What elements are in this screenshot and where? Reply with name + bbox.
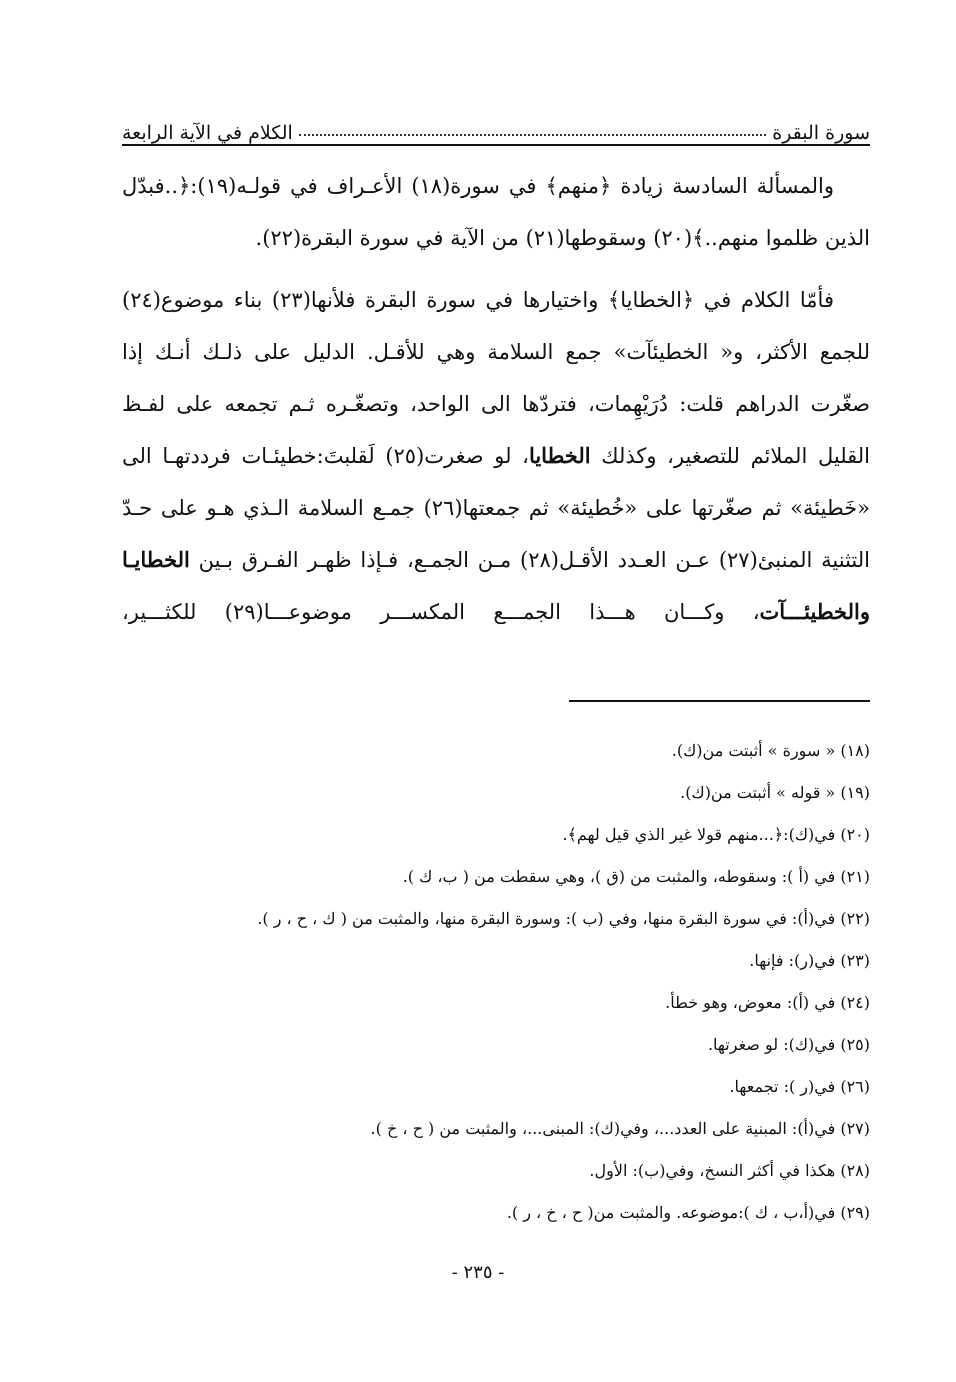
header-section-title: الكلام في الآية الرابعة bbox=[122, 122, 293, 144]
paragraph-2-part-1: فأمّا الكلام في ﴿الخطايا﴾ واختيارها في سورة البقرة فلأنها(٢٣) بناء موضوع(٢٤) للجمع الأكثر، و« الخطيئآت» جمع السلامة وهي للأقـل. الدليل على ذلـك أنـك إذا صغّرت الدراهم قلت: دُرَيْهِمات، فتردّها الى الواحد، وتصغّـره ثـم تجمعه على لفـظ القليل الملائم للتصغير، وكذلك bbox=[122, 288, 870, 468]
paragraph-2 bbox=[122, 274, 870, 638]
footnote-18: (١٨) « سورة » أثبتت من(ك). bbox=[671, 741, 870, 760]
footnote-19: (١٩) « قوله » أثبتت من(ك). bbox=[680, 783, 870, 802]
header-surah-title: سورة البقرة bbox=[772, 122, 870, 144]
footnote-21: (٢١) في (أ ): وسقوطه، والمثبت من (ق )، وهي سقطت من ( ب، ك ). bbox=[402, 867, 870, 886]
paragraph-2-part-3: ، وكـــان هـــذا الجمـــع المكســـر موضوعـــا(٢٩) للكثـــير، bbox=[122, 600, 760, 624]
main-text bbox=[122, 160, 870, 648]
footnote-22: (٢٢) في(أ): في سورة البقرة منها، وفي (ب ): وسورة البقرة منها، والمثبت من ( ك ، ح ، ر ). bbox=[257, 909, 870, 928]
footnote-29: (٢٩) في(أ،ب ، ك ):موضوعه. والمثبت من( ح ، خ ، ر ). bbox=[506, 1203, 870, 1222]
running-header bbox=[122, 110, 870, 146]
footnote-separator bbox=[569, 700, 870, 702]
paragraph-2-part-2: ، لو صغرت(٢٥) لَقلبتَ:خطيئـات فرددتهـا الى «خَطيئة» ثم صغّرتها على «خُطيئة» ثم جمعتها(٢٦) جمـع السلامة الـذي هـو على حـدّ التثنية المنبئ(٢٧) عـن العـدد الأقـل(٢٨) مـن الجمـع، فـإذا ظهـر الفـرق بـين bbox=[122, 444, 871, 572]
footnote-20: (٢٠) في(ك):﴿...منهم قولا غير الذي قيل لهم﴾. bbox=[562, 825, 870, 844]
footnote-27: (٢٧) في(أ): المبنية على العدد...، وفي(ك): المبنى...، والمثبت من ( ح ، خ ). bbox=[370, 1119, 870, 1138]
footnote-24: (٢٤) في (أ): معوض، وهو خطأ. bbox=[665, 993, 870, 1012]
footnote-26: (٢٦) في(ر ): تجمعها. bbox=[729, 1077, 870, 1096]
footnote-25: (٢٥) في(ك): لو صغرتها. bbox=[707, 1035, 870, 1054]
paragraph-2-bold-term-2: الخطايـا والخطيئـــآت bbox=[122, 547, 870, 624]
footnotes-list bbox=[122, 730, 870, 1234]
paragraph-2-bold-term-1: الخطايا bbox=[528, 443, 591, 468]
header-dot-leader bbox=[299, 134, 766, 136]
footnote-23: (٢٣) في(ر): فإنها. bbox=[749, 951, 870, 970]
paragraph-1: والمسألة السادسة زيادة ﴿منهم﴾ في سورة(١٨) الأعـراف في قولـه(١٩):﴿..فبدّل الذين ظلموا منهم..﴾(٢٠) وسقوطها(٢١) من الآية في سورة البقرة(٢٢). bbox=[122, 174, 870, 250]
footnote-28: (٢٨) هكذا في أكثر النسخ، وفي(ب): الأول. bbox=[589, 1161, 870, 1180]
page-number: - ٢٣٥ - bbox=[451, 1262, 505, 1283]
